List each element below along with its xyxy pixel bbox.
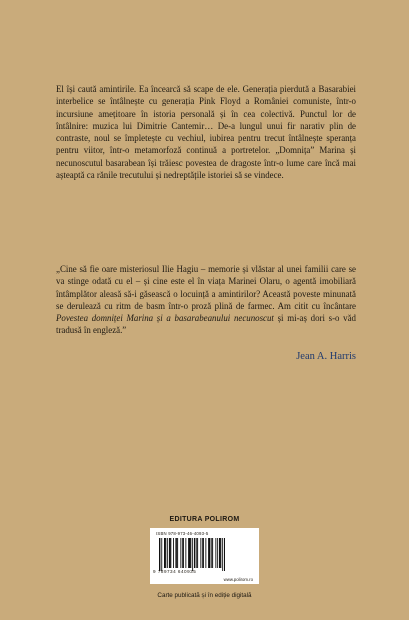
- barcode-panel: [150, 528, 259, 584]
- quote-book-title: Povestea domniței Marina și a basarabeanului necunoscut: [56, 313, 274, 324]
- publisher-name: EDITURA POLIROM: [169, 516, 240, 523]
- blurb-paragraph: El își caută amintirile. Ea încearcă să scape de ele. Generația pierdută a Basarabiei interbelice se întâlnește cu generația Pink Floyd a României comuniste, într-o incursiune amețitoare în istoria personală și în cea colectivă. Punctul lor de întâlnire: muzica lui Dimitrie Cantemir… De-a lungul unui fir narativ plin de contraste, noul se împletește cu vechiul, iubirea pentru trecut întâlnește speranța pentru viitor, într-o metamorfoză continuă a portretelor. „Domnița” Marina și necunoscutul basarabean își trăiesc povestea de dragoste într-o lume care încă mai așteaptă ca rănile trecutului și nedreptățile istoriei să se vindece.: [56, 84, 356, 181]
- barcode-bars: [159, 538, 225, 572]
- isbn-number: ISBN 978-973-46-4093-5: [156, 531, 209, 536]
- ean-digits: 9 789734 640935: [153, 569, 197, 574]
- quote-author: Jean A. Harris: [296, 351, 356, 362]
- publisher-website: www.polirom.ro: [223, 577, 253, 582]
- quote-text-start: „Cine să fie oare misteriosul Ilie Hagiu – memorie și vlăstar al unei familii care se va stinge odată cu el – și cine este el în viața Marinei Olaru, o agentă imobiliară întâmplător aleasă să-i găsească o locuință a amintirilor? Această poveste minunată se derulează cu ritm de basm într-o proză plină de farmec. Am citit cu încântare: [56, 264, 356, 311]
- digital-edition-note: Carte publicată și în ediție digitală: [157, 592, 252, 599]
- quote-text-end: și mi-aș dori s-o văd tradusă în engleză.”: [56, 313, 356, 336]
- review-quote: [56, 263, 356, 337]
